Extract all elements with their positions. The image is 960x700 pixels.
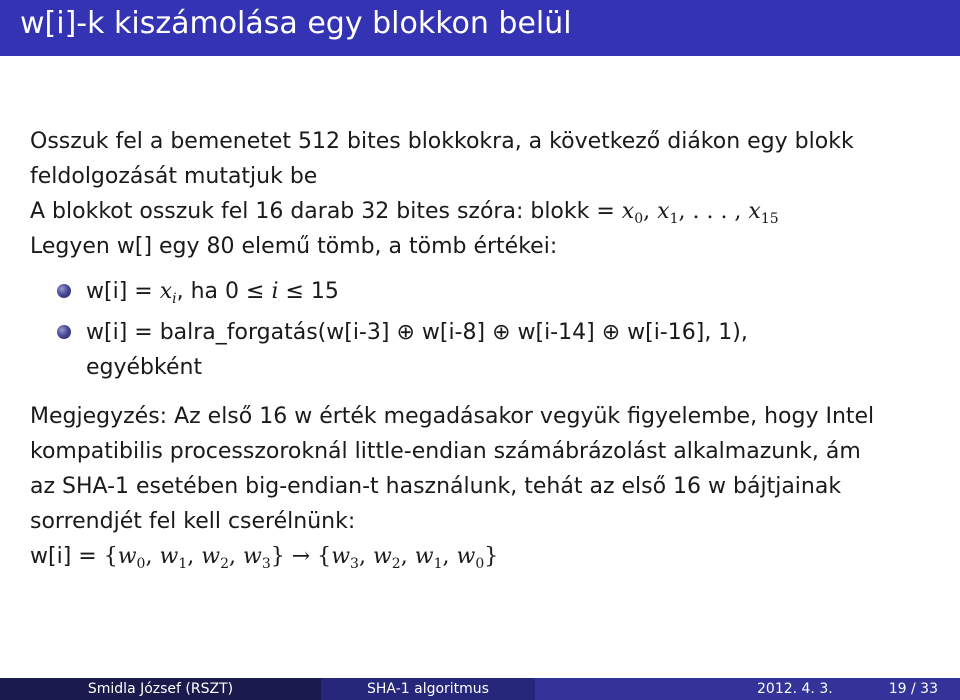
note-line-5: $w[i] = \{w_0$, $w_1$, $w_2$, $w_3\} \to \{w_3$, $w_2$, $w_1$, $w_0$} xyxy=(30,544,499,572)
note-line-1: Megjegyzés: Az első 16 w érték megadásakor vegyük figyelembe, hogy Intel xyxy=(30,404,875,429)
footer-author: Smidla József (RSZT) xyxy=(0,678,321,700)
note-line-4: sorrendjét fel kell cserélnünk: xyxy=(30,509,356,534)
page-number: 19 / 33 xyxy=(888,681,938,697)
paragraph-2 xyxy=(30,194,945,229)
bullet-2-line-2: egyébként xyxy=(86,355,203,380)
paragraph-1-line-1: Osszuk fel a bemenetet 512 bites blokkokra, a következő diákon egy blokk xyxy=(30,129,854,154)
paragraph-2-text: A blokkot osszuk fel 16 darab 32 bites szóra: blokk = xyxy=(30,199,622,224)
slide-content xyxy=(30,124,945,574)
list-item: $w[i] = x_i$, ha 0 ≤ i ≤ 15 xyxy=(30,274,945,309)
note-block xyxy=(30,399,945,574)
footer-info xyxy=(535,678,960,700)
paragraph-1-line-2: feldolgozását mutatjuk be xyxy=(30,164,318,189)
note-line-3: az SHA-1 esetében big-endian-t használunk, tehát az első 16 w bájtjainak xyxy=(30,474,842,499)
byte-swap-formula: {$w_0$, $w_1$, $w_2$, $w_3\} \to \{w_3$, $w_2$, $w_1$, $w_0$} xyxy=(103,544,499,572)
bullet-list xyxy=(30,274,945,385)
note-line-2: kompatibilis processzoroknál little-endian számábrázolást alkalmazunk, ám xyxy=(30,439,861,464)
slide-title: w[i]-k kiszámolása egy blokkon belül xyxy=(20,6,572,41)
title-bar xyxy=(0,0,960,56)
footer-topic: SHA-1 algoritmus xyxy=(321,678,535,700)
list-item xyxy=(30,315,945,385)
footer-date: 2012. 4. 3. xyxy=(757,681,833,697)
bullet-icon xyxy=(57,325,71,339)
bullet-icon xyxy=(57,284,71,298)
footer-bar xyxy=(0,678,960,700)
paragraph-3: Legyen w[] egy 80 elemű tömb, a tömb értékei: xyxy=(30,234,558,259)
block-word-formula: $x_0$, $x_1$, . . . , $x_{15}$ xyxy=(621,199,779,227)
bullet-2-line-1: w[i] = balra_forgatás(w[i-3] ⊕ w[i-8] ⊕ w[i-14] ⊕ w[i-16], 1), xyxy=(86,320,748,345)
